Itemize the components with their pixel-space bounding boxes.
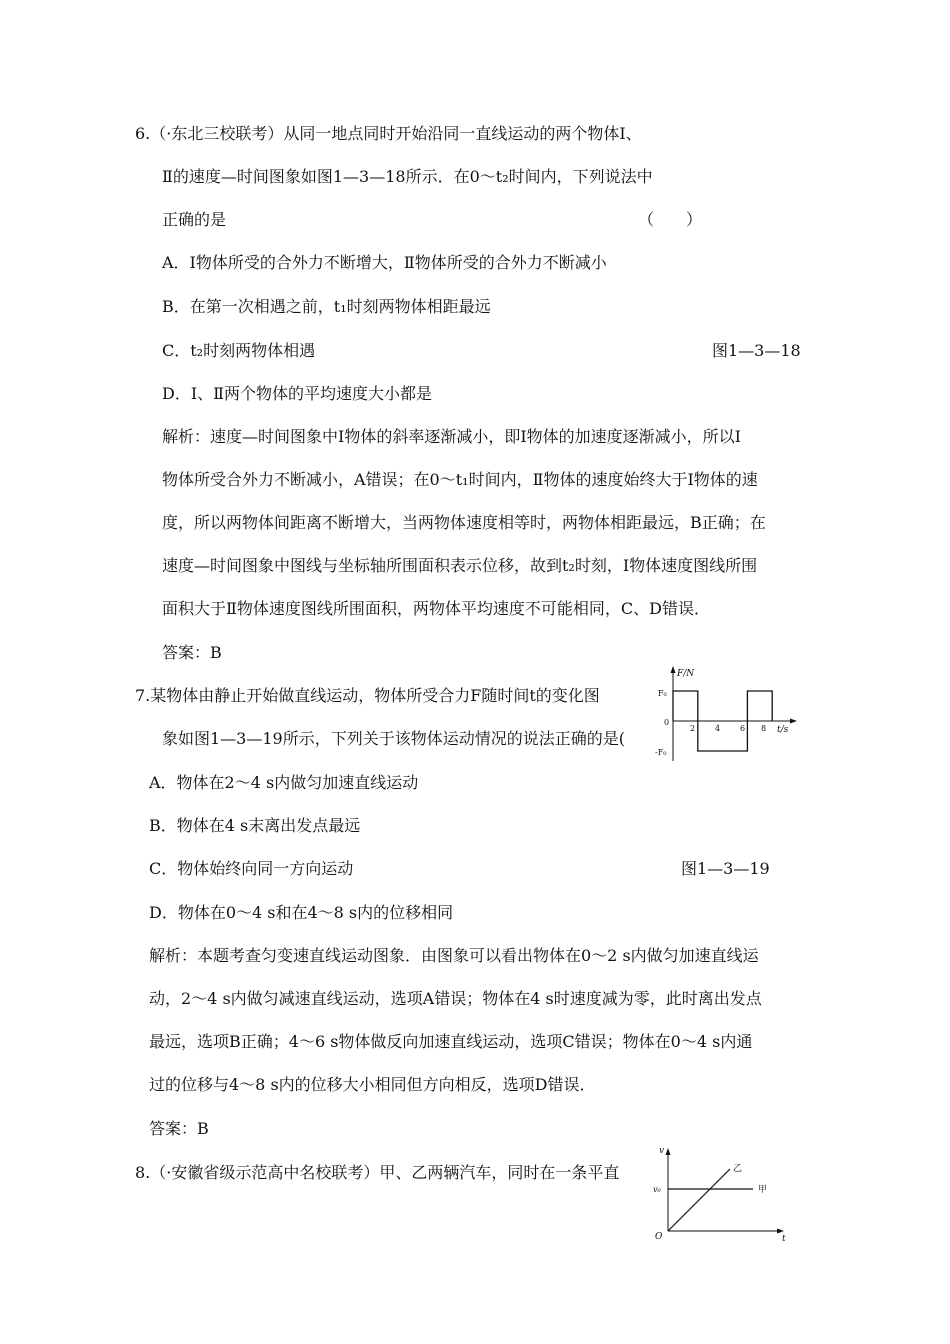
q6-analysis-line: 物体所受合外力不断减小，A错误；在0～t₁时间内，Ⅱ物体的速度始终大于Ⅰ物体的速 — [162, 470, 758, 489]
q6-analysis-line: 面积大于Ⅱ物体速度图线所围面积，两物体平均速度不可能相同，C、D错误． — [162, 599, 710, 618]
x-axis-arrow — [777, 1229, 784, 1234]
line-yi — [668, 1169, 730, 1231]
q7-analysis-line: 过的位移与4～8 s内的位移大小相同但方向相反，选项D错误． — [149, 1075, 596, 1094]
tick-label: 2 — [690, 724, 696, 733]
line-yi-label: 乙 — [733, 1164, 743, 1174]
q6-stem-line1: 6.（·东北三校联考）从同一地点同时开始沿同一直线运动的两个物体Ⅰ、 — [135, 124, 642, 143]
q7-analysis-line: 解析：本题考查匀变速直线运动图象．由图象可以看出物体在0～2 s内做匀加速直线运 — [149, 946, 759, 965]
origin-label: 0 — [664, 718, 670, 727]
q6-stem-line2: Ⅱ的速度—时间图象如图1—3—18所示．在0～t₂时间内，下列说法中 — [162, 167, 653, 186]
y-axis-arrow — [671, 666, 676, 673]
q6-analysis-line: 速度—时间图象中图线与坐标轴所围面积表示位移，故到t₂时刻，Ⅰ物体速度图线所围 — [162, 556, 758, 575]
q7-figure-label: 图1—3—19 — [681, 859, 770, 878]
q6-stem-line3: 正确的是 — [162, 210, 227, 229]
x-axis-label: t/s — [777, 725, 789, 735]
q7-force-time-graph — [655, 663, 805, 773]
neg-level-label: -F₀ — [655, 748, 667, 757]
tick-label: 8 — [761, 724, 767, 733]
q6-option-d: D．Ⅰ、Ⅱ两个物体的平均速度大小都是 — [162, 384, 433, 403]
q6-option-c: C．t₂时刻两物体相遇 — [162, 341, 316, 360]
q6-answer-paren: （ ） — [638, 210, 703, 229]
q7-analysis-line: 最远，选项B正确；4～6 s物体做反向加速直线运动，选项C错误；物体在0～4 s内通 — [149, 1032, 753, 1051]
y-axis-label: v — [659, 1146, 665, 1156]
y-axis-arrow — [666, 1148, 671, 1155]
y-axis-label: F/N — [677, 669, 695, 679]
tick-label: 6 — [740, 724, 746, 733]
q7-stem-line2: 象如图1—3—19所示，下列关于该物体运动情况的说法正确的是( — [162, 729, 625, 748]
q7-answer: 答案：B — [149, 1119, 209, 1138]
q6-figure-label: 图1—3—18 — [712, 341, 801, 360]
pos-level-label: F₀ — [658, 689, 667, 698]
x-axis-label: t — [782, 1234, 786, 1243]
q7-option-d: D．物体在0～4 s和在4～8 s内的位移相同 — [149, 903, 454, 922]
q6-analysis-line: 度，所以两物体间距离不断增大，当两物体速度相等时，两物体相距最远，B正确；在 — [162, 513, 766, 532]
q6-option-b: B．在第一次相遇之前，t₁时刻两物体相距最远 — [162, 297, 491, 316]
x-axis-arrow — [790, 719, 797, 724]
q6-answer: 答案：B — [162, 643, 222, 662]
tick-label: 4 — [715, 724, 721, 733]
q6-analysis-line: 解析：速度—时间图象中Ⅰ物体的斜率逐渐减小，即Ⅰ物体的加速度逐渐减小，所以Ⅰ — [162, 427, 741, 446]
origin-label: O — [655, 1232, 663, 1242]
q8-stem-line1: 8.（·安徽省级示范高中名校联考）甲、乙两辆汽车，同时在一条平直 — [135, 1163, 620, 1182]
q6-option-a: A．Ⅰ物体所受的合外力不断增大，Ⅱ物体所受的合外力不断减小 — [162, 253, 607, 272]
q7-stem-line1: 7.某物体由静止开始做直线运动，物体所受合力F随时间t的变化图 — [135, 686, 600, 705]
q7-analysis-line: 动，2～4 s内做匀减速直线运动，选项A错误；物体在4 s时速度减为零，此时离出发点 — [149, 989, 762, 1008]
q7-option-c: C．物体始终向同一方向运动 — [149, 859, 354, 878]
line-jia-label: 甲 — [758, 1185, 768, 1195]
q8-velocity-time-graph — [650, 1143, 795, 1243]
q7-option-a: A．物体在2～4 s内做匀加速直线运动 — [149, 773, 419, 792]
q7-option-b: B．物体在4 s末离出发点最远 — [149, 816, 361, 835]
v0-level-label: v₀ — [653, 1185, 661, 1194]
